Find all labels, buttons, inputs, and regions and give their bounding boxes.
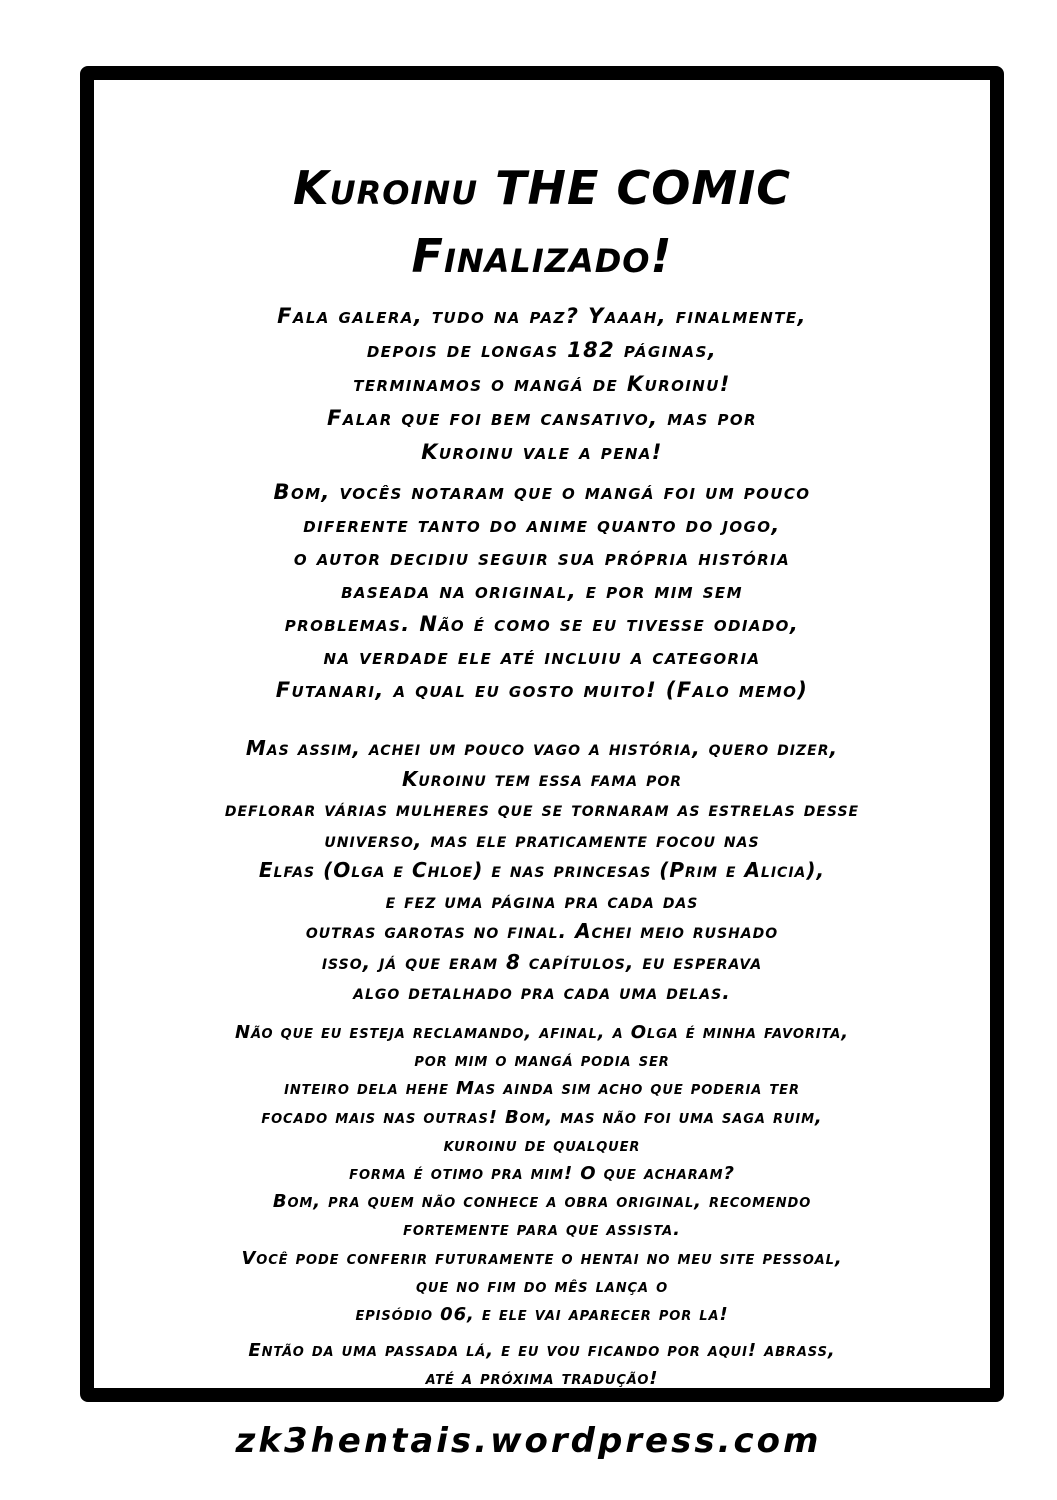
text-line: Bom, vocês notaram que o mangá foi um pouco xyxy=(273,480,811,504)
text-line: algo detalhado pra cada uma delas. xyxy=(353,980,731,1004)
text-line: Kuroinu vale a pena! xyxy=(421,440,663,464)
text-line: isso, já que eram 8 capítulos, eu esperava xyxy=(321,949,763,974)
paragraph-opinion xyxy=(94,1019,990,1329)
text-line: problemas. Não é como se eu tivesse odiado, xyxy=(284,612,800,636)
text-line: Não que eu esteja reclamando, afinal, a Olga é minha favorita, xyxy=(235,1022,849,1043)
text-line: fortemente para que assista. xyxy=(403,1219,681,1241)
text-line: universo, mas ele praticamente focou nas xyxy=(324,827,760,852)
paragraph-differences xyxy=(94,476,990,707)
text-line: outras garotas no final. Achei meio rushado xyxy=(305,919,779,943)
text-line: diferente tanto do anime quanto do jogo, xyxy=(303,513,781,537)
text-line: Futanari, a qual eu gosto muito! (Falo memo) xyxy=(275,678,809,702)
text-line: e fez uma página pra cada das xyxy=(385,888,699,913)
text-line: que no fim do mês lança o xyxy=(415,1275,669,1297)
text-line: por mim o mangá podia ser xyxy=(414,1050,670,1072)
text-line: kuroinu de qualquer xyxy=(443,1134,641,1156)
text-line: episódio 06, e ele vai aparecer por la! xyxy=(355,1304,729,1326)
text-line: Mas assim, achei um pouco vago a história, quero dizer, xyxy=(245,736,839,760)
page-title-line-2: Finalizado! xyxy=(411,229,673,283)
text-line: Kuroinu tem essa fama por xyxy=(401,766,683,791)
text-line: terminamos o mangá de Kuroinu! xyxy=(353,372,731,396)
text-line: o autor decidiu seguir sua própria história xyxy=(293,546,791,570)
text-line: Bom, pra quem não conhece a obra original, recomendo xyxy=(272,1191,812,1213)
text-line: forma é otimo pra mim! O que acharam? xyxy=(349,1163,735,1185)
paragraph-greeting xyxy=(94,299,990,469)
page-title-line-1: Kuroinu THE COMIC xyxy=(293,161,791,215)
text-line: Falar que foi bem cansativo, mas por xyxy=(327,406,757,430)
paragraph-farewell xyxy=(94,1337,990,1393)
site-url: zk3hentais.wordpress.com xyxy=(235,1421,822,1461)
text-line: na verdade ele até incluiu a categoria xyxy=(323,645,761,669)
text-panel xyxy=(80,66,1004,1402)
text-line: inteiro dela hehe Mas ainda sim acho que poderia ter xyxy=(284,1078,800,1100)
text-line: deflorar várias mulheres que se tornaram as estrelas desse xyxy=(224,797,860,821)
text-line: Então da uma passada lá, e eu vou ficando por aqui! abrass, xyxy=(248,1340,836,1361)
text-line: depois de longas 182 páginas, xyxy=(366,338,718,362)
text-line: Elfas (Olga e Chloe) e nas princesas (Prim e Alicia), xyxy=(258,858,826,882)
text-line: até a próxima tradução! xyxy=(425,1368,659,1389)
paragraph-critique xyxy=(94,733,990,1008)
text-line: baseada na original, e por mim sem xyxy=(341,579,743,603)
text-line: Você pode conferir futuramente o hentai no meu site pessoal, xyxy=(241,1247,843,1269)
text-line: focado mais nas outras! Bom, mas não foi uma saga ruim, xyxy=(261,1106,823,1128)
text-line: Fala galera, tudo na paz? Yaaah, finalmente, xyxy=(277,304,807,328)
